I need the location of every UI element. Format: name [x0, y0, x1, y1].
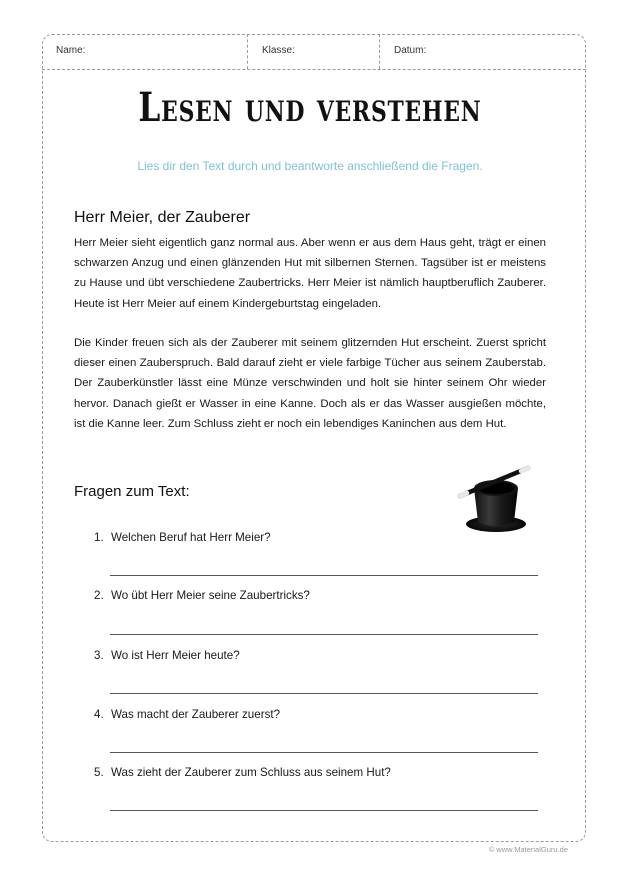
answer-line-4[interactable]: [110, 752, 538, 753]
name-label: Name:: [56, 45, 86, 56]
story-title: Herr Meier, der Zauberer: [74, 209, 251, 226]
name-field[interactable]: [42, 34, 248, 69]
magic-hat-with-wand-icon: [456, 462, 536, 536]
question-5: 5. Was zieht der Zauberer zum Schluss aus seinem Hut?: [94, 766, 391, 779]
question-2: 2. Wo übt Herr Meier seine Zaubertricks?: [94, 589, 310, 602]
class-label: Klasse:: [262, 45, 295, 56]
question-4: 4. Was macht der Zauberer zuerst?: [94, 708, 281, 721]
question-3: 3. Wo ist Herr Meier heute?: [94, 649, 240, 662]
copyright-footer: © www.MaterialGuru.de: [488, 845, 568, 854]
questions-heading: Fragen zum Text:: [74, 483, 190, 500]
instruction-subtitle: Lies dir den Text durch und beantworte anschließend die Fragen.: [137, 159, 483, 173]
story-paragraph-1: Herr Meier sieht eigentlich ganz normal aus. Aber wenn er aus dem Haus geht, trägt er einen schwarzen Anzug und einen glänzenden Hut mit silbernen Sternen. Tagsüber ist er meistens zu Hause und übt verschiedene Zaubertricks. Herr Meier ist nämlich hauptberuflich Zauberer. Heute ist Herr Meier auf einem Kindergeburtstag eingeladen.: [74, 237, 546, 310]
date-label: Datum:: [394, 45, 427, 56]
class-field[interactable]: [248, 34, 380, 69]
answer-line-2[interactable]: [110, 634, 538, 635]
page-title: Lesen und verstehen: [138, 84, 482, 131]
answer-line-1[interactable]: [110, 575, 538, 576]
answer-line-3[interactable]: [110, 693, 538, 694]
answer-line-5[interactable]: [110, 810, 538, 811]
question-1: 1. Welchen Beruf hat Herr Meier?: [94, 531, 271, 544]
date-field[interactable]: [380, 34, 586, 69]
story-paragraph-2: Die Kinder freuen sich als der Zauberer mit seinem glitzernden Hut erscheint. Zuerst spricht dieser einen Zauberspruch. Bald darauf zieht er viele farbige Tücher aus seinem Zauberstab. Der Zauberkünstler lässt eine Münze verschwinden und holt sie hinter seinem Ohr wieder hervor. Danach gießt er Wasser in eine Kanne. Doch als er das Wasser ausgießen möchte, ist die Kanne leer. Zum Schluss zieht er noch ein lebendiges Kaninchen aus dem Hut.: [74, 337, 546, 430]
header-fields: [42, 34, 586, 70]
